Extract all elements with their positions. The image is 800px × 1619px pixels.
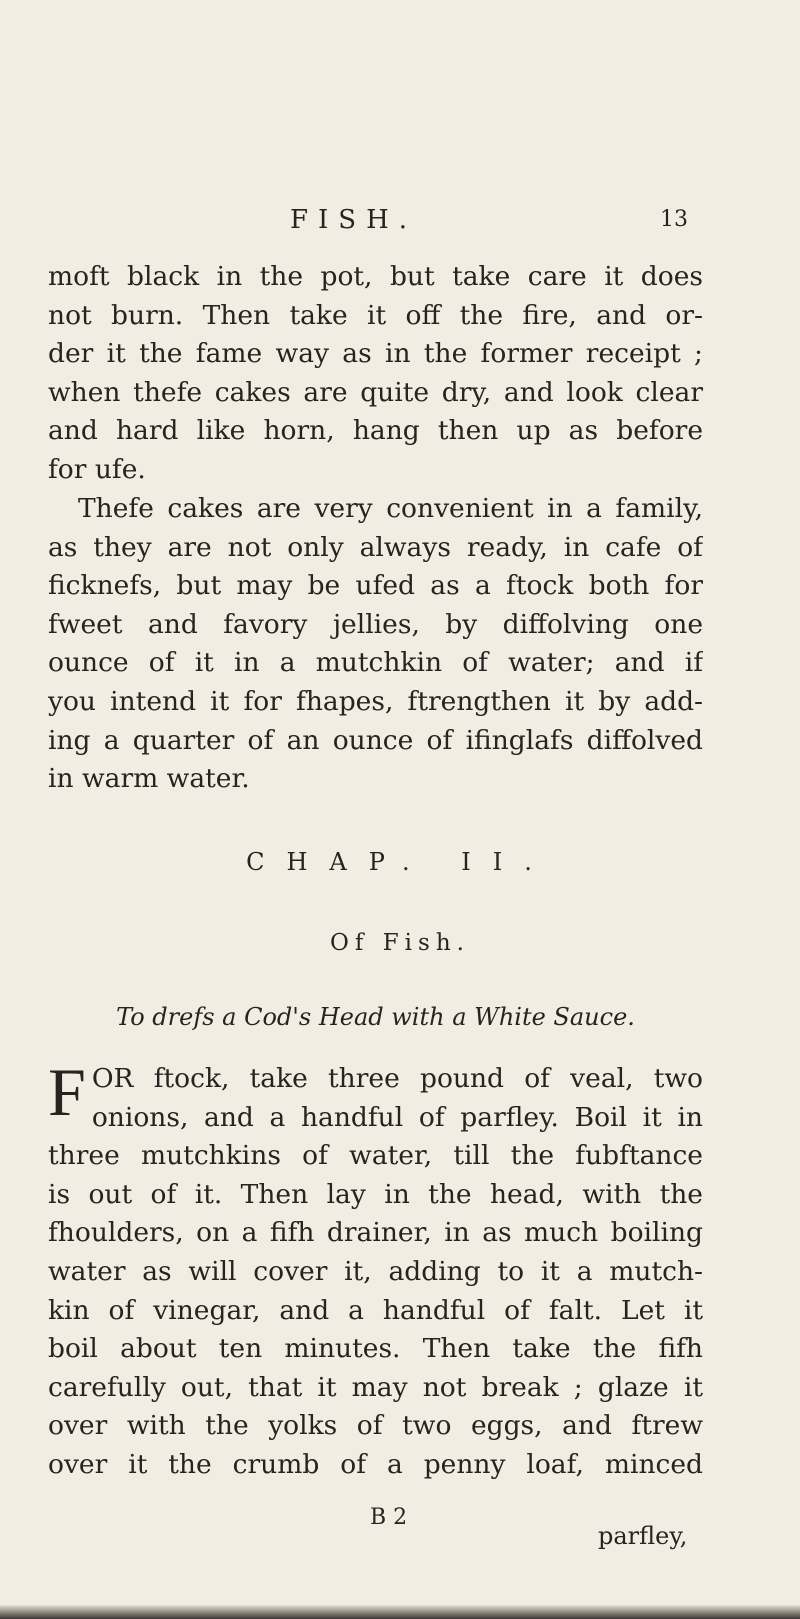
text-line: onions, and a handful of parfley. Boil it in xyxy=(91,1101,703,1133)
text-line: over it the crumb of a penny loaf, minced xyxy=(48,1448,703,1480)
text-line: carefully out, that it may not break ; glaze it xyxy=(48,1371,703,1403)
running-head: FISH. xyxy=(290,205,418,235)
catchword: parfley, xyxy=(598,1522,688,1550)
page-number: 13 xyxy=(660,207,688,232)
text-line: der it the fame way as in the former receipt ; xyxy=(48,338,703,370)
text-line: as they are not only always ready, in cafe of xyxy=(48,531,703,563)
text-line: fweet and favory jellies, by diffolving one xyxy=(48,608,703,640)
text-line: and hard like horn, hang then up as before xyxy=(48,415,703,447)
text-line: for ufe. xyxy=(48,453,146,485)
text-line: over with the yolks of two eggs, and ftrew xyxy=(48,1410,703,1442)
text-line: in warm water. xyxy=(48,763,250,795)
paragraph-continued xyxy=(48,258,703,490)
recipe-title: To drefs a Cod's Head with a White Sauce. xyxy=(116,1003,635,1031)
text-line: not burn. Then take it off the fire, and or- xyxy=(48,299,703,331)
text-line: water as will cover it, adding to it a mutch- xyxy=(48,1255,703,1287)
text-line: OR ftock, take three pound of veal, two xyxy=(91,1063,703,1094)
paragraph-cakes xyxy=(48,490,703,799)
text-line: kin of vinegar, and a handful of falt. Let it xyxy=(48,1294,703,1326)
text-line: three mutchkins of water, till the fubftance xyxy=(48,1140,703,1172)
text-line: is out of it. Then lay in the head, with the xyxy=(48,1178,703,1210)
text-line: moft black in the pot, but take care it does xyxy=(48,261,703,292)
signature-mark: B 2 xyxy=(370,1505,408,1530)
text-line: ounce of it in a mutchkin of water; and if xyxy=(48,647,703,679)
text-line: ing a quarter of an ounce of ifinglafs diffolved xyxy=(48,724,703,756)
text-line: ficknefs, but may be ufed as a ftock both for xyxy=(48,570,703,602)
page-header xyxy=(0,205,800,245)
text-line: when thefe cakes are quite dry, and look clear xyxy=(48,376,703,408)
chapter-subheading: Of Fish. xyxy=(330,930,470,956)
text-line: you intend it for fhapes, ftrengthen it by add- xyxy=(48,685,703,717)
chapter-heading: CHAP. II. xyxy=(246,848,554,876)
drop-cap: F xyxy=(48,1054,86,1130)
text-line: fhoulders, on a fifh drainer, in as much boiling xyxy=(48,1217,703,1249)
page-edge-shadow xyxy=(0,1605,800,1619)
recipe-paragraph xyxy=(48,1054,703,1485)
text-line: boil about ten minutes. Then take the fifh xyxy=(48,1333,703,1365)
text-line: Thefe cakes are very convenient in a family, xyxy=(78,493,703,524)
